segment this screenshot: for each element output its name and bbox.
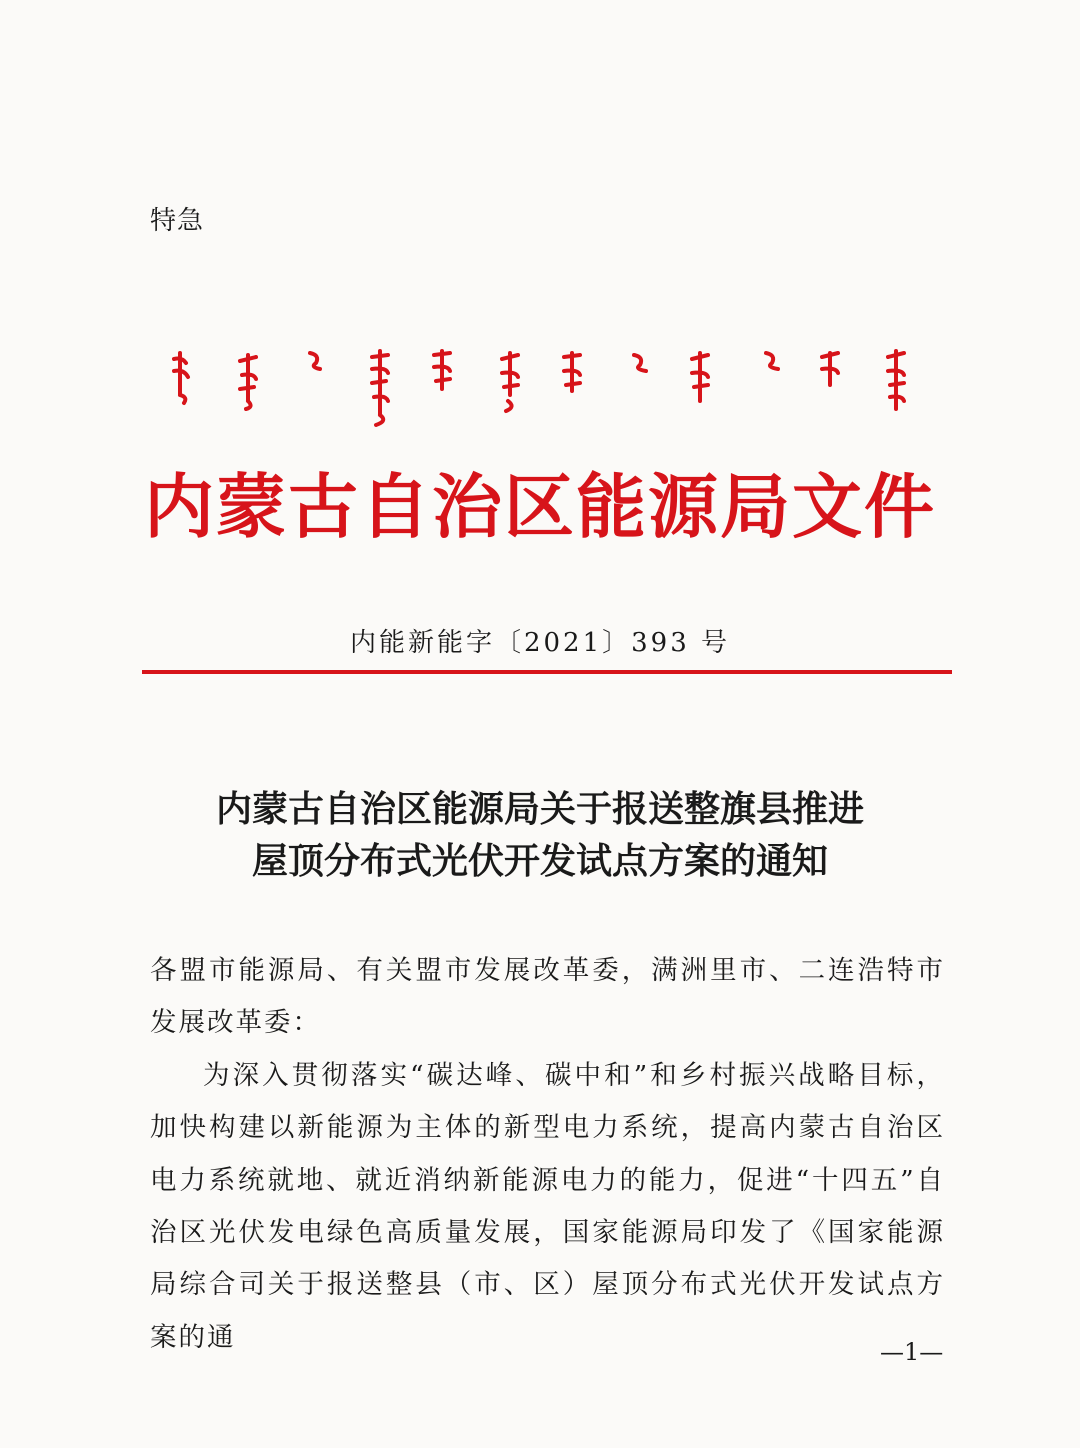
- document-title-line-1: 内蒙古自治区能源局关于报送整旗县推进: [215, 788, 864, 830]
- urgency-mark: 特急: [150, 206, 205, 236]
- document-title: [110, 783, 970, 887]
- page-number: —1—: [880, 1338, 944, 1366]
- mongolian-script-header: [170, 345, 930, 435]
- red-divider-line: [142, 670, 952, 674]
- document-number: 内能新能字〔2021〕393 号: [349, 628, 731, 658]
- body-paragraph-1: 为深入贯彻落实“碳达峰、碳中和”和乡村振兴战略目标，加快构建以新能源为主体的新型电力系统，提高内蒙古自治区电力系统就地、就近消纳新能源电力的能力，促进“十四五”自治区光伏发电绿色高质量发展，国家能源局印发了《国家能源局综合司关于报送整县（市、区）屋顶分布式光伏开发试点方案的通: [150, 1059, 945, 1353]
- letterhead-title: 内蒙古自治区能源局文件: [144, 466, 936, 548]
- document-body: [150, 945, 945, 1364]
- addressee: 各盟市能源局、有关盟市发展改革委，满洲里市、二连浩特市发展改革委：: [150, 955, 945, 1039]
- document-title-line-2: 屋顶分布式光伏开发试点方案的通知: [251, 840, 828, 882]
